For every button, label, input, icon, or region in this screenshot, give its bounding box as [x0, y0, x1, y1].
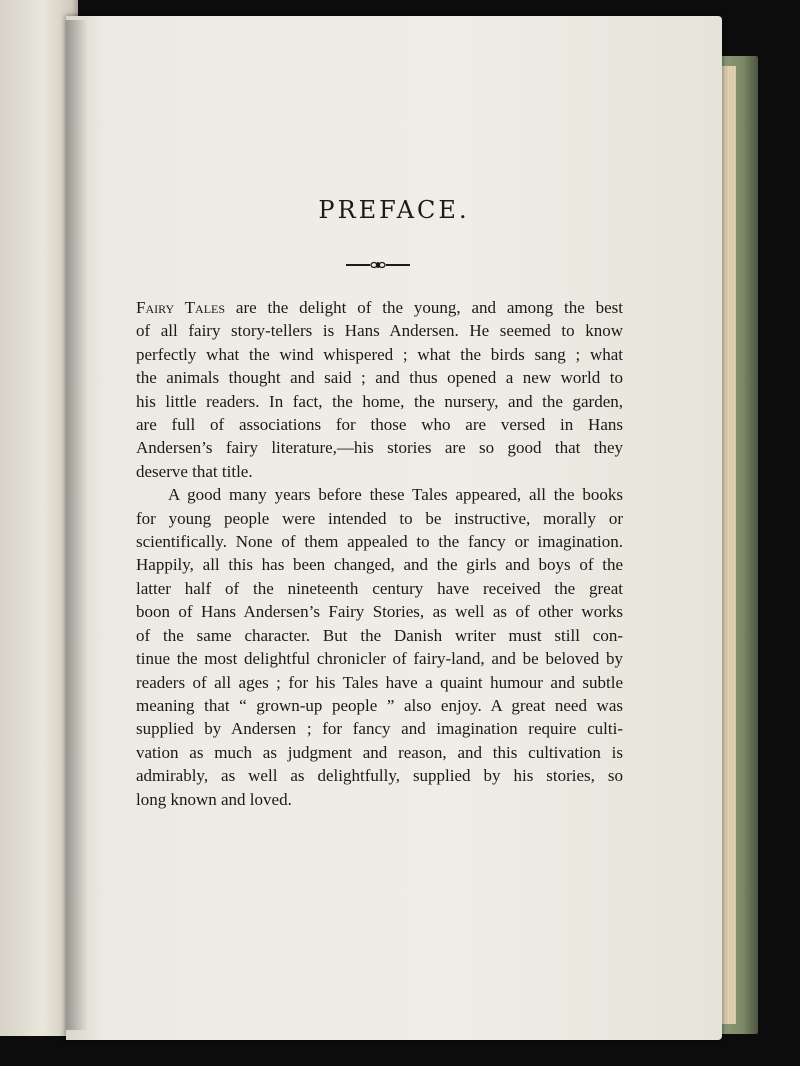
page-title: PREFACE.	[318, 196, 470, 224]
ornament-divider-icon	[344, 258, 412, 272]
text-line: admirably, as well as delightfully, supplied by his stories, so	[136, 766, 623, 786]
text-line: latter half of the nineteenth century have received the great	[136, 578, 623, 598]
text-line: for young people were intended to be instructive, morally or	[136, 508, 623, 528]
paragraph	[136, 483, 623, 811]
text-line: deserve that title.	[136, 461, 253, 481]
text-line: of the same character. But the Danish writer must still con-	[136, 625, 623, 645]
text-line: Happily, all this has been changed, and the girls and boys of the	[136, 555, 623, 575]
text-line: meaning that “ grown-up people ” also enjoy. A great need was	[136, 695, 623, 715]
text-line: A good many years before these Tales appeared, all the books	[168, 485, 623, 505]
text-line: long known and loved.	[136, 789, 292, 809]
text-line: supplied by Andersen ; for fancy and imagination require culti-	[136, 719, 623, 739]
preface-text	[136, 296, 623, 811]
text-line: scientifically. None of them appealed to the fancy or imagination.	[136, 532, 623, 552]
lead-in: Fairy Tales	[136, 298, 226, 317]
gutter-shadow	[66, 20, 88, 1030]
text-line: Fairy Tales are the delight of the young, and among the best	[136, 298, 623, 317]
text-line: readers of all ages ; for his Tales have a quaint humour and subtle	[136, 672, 623, 692]
text-line: vation as much as judgment and reason, and this cultivation is	[136, 742, 623, 762]
paragraph	[136, 296, 623, 483]
text-line: tinue the most delightful chronicler of fairy-land, and be beloved by	[136, 649, 623, 669]
text-line: Andersen’s fairy literature,—his stories are so good that they	[136, 438, 623, 458]
text-line: the animals thought and said ; and thus opened a new world to	[136, 368, 623, 388]
text-line: of all fairy story-tellers is Hans Andersen. He seemed to know	[136, 321, 623, 341]
text-line: are full of associations for those who are versed in Hans	[136, 415, 623, 435]
text-line: perfectly what the wind whispered ; what the birds sang ; what	[136, 344, 623, 364]
text-line: his little readers. In fact, the home, the nursery, and the garden,	[136, 391, 623, 411]
text-line: boon of Hans Andersen’s Fairy Stories, as well as of other works	[136, 602, 623, 622]
